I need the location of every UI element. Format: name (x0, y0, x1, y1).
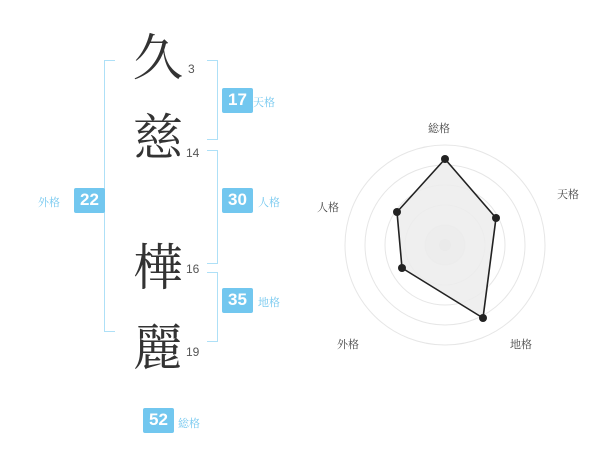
chikaku-value: 35 (222, 288, 253, 313)
jinkaku-label: 人格 (258, 197, 280, 209)
radar-axis-label-chikaku: 地格 (510, 339, 532, 351)
radar-point-gaikaku (398, 264, 406, 272)
stroke-count-2: 14 (186, 146, 200, 160)
radar-axis-label-soukaku: 総格 (428, 123, 450, 135)
tenkaku-label: 天格 (253, 97, 275, 109)
radar-chart-svg (310, 0, 600, 470)
stroke-count-3: 16 (186, 262, 200, 276)
radar-point-chikaku (479, 314, 487, 322)
chikaku-label: 地格 (258, 297, 280, 309)
kanji-char-4: 麗 (133, 319, 183, 377)
radar-chart (310, 0, 600, 470)
stroke-count-1: 3 (188, 62, 195, 76)
soukaku-value: 52 (143, 408, 174, 433)
jinkaku-bracket (207, 150, 218, 264)
radar-point-tenkaku (492, 214, 500, 222)
chikaku-bracket (207, 272, 218, 342)
outer-bracket (104, 60, 115, 332)
kanji-char-1: 久 (133, 29, 183, 87)
radar-point-soukaku (441, 155, 449, 163)
stroke-count-4: 19 (186, 345, 200, 359)
soukaku-label: 総格 (178, 418, 200, 430)
tenkaku-value: 17 (222, 88, 253, 113)
gaikaku-value: 22 (74, 188, 105, 213)
radar-axis-label-tenkaku: 天格 (557, 189, 579, 201)
radar-axis-label-jinkaku: 人格 (317, 202, 339, 214)
gaikaku-label: 外格 (38, 197, 60, 209)
radar-point-jinkaku (393, 208, 401, 216)
kanji-char-2: 慈 (133, 109, 183, 167)
radar-axis-label-gaikaku: 外格 (337, 339, 359, 351)
radar-series-gokaku (393, 155, 500, 322)
tenkaku-bracket (207, 60, 218, 140)
kanji-char-3: 樺 (133, 239, 183, 297)
jinkaku-value: 30 (222, 188, 253, 213)
